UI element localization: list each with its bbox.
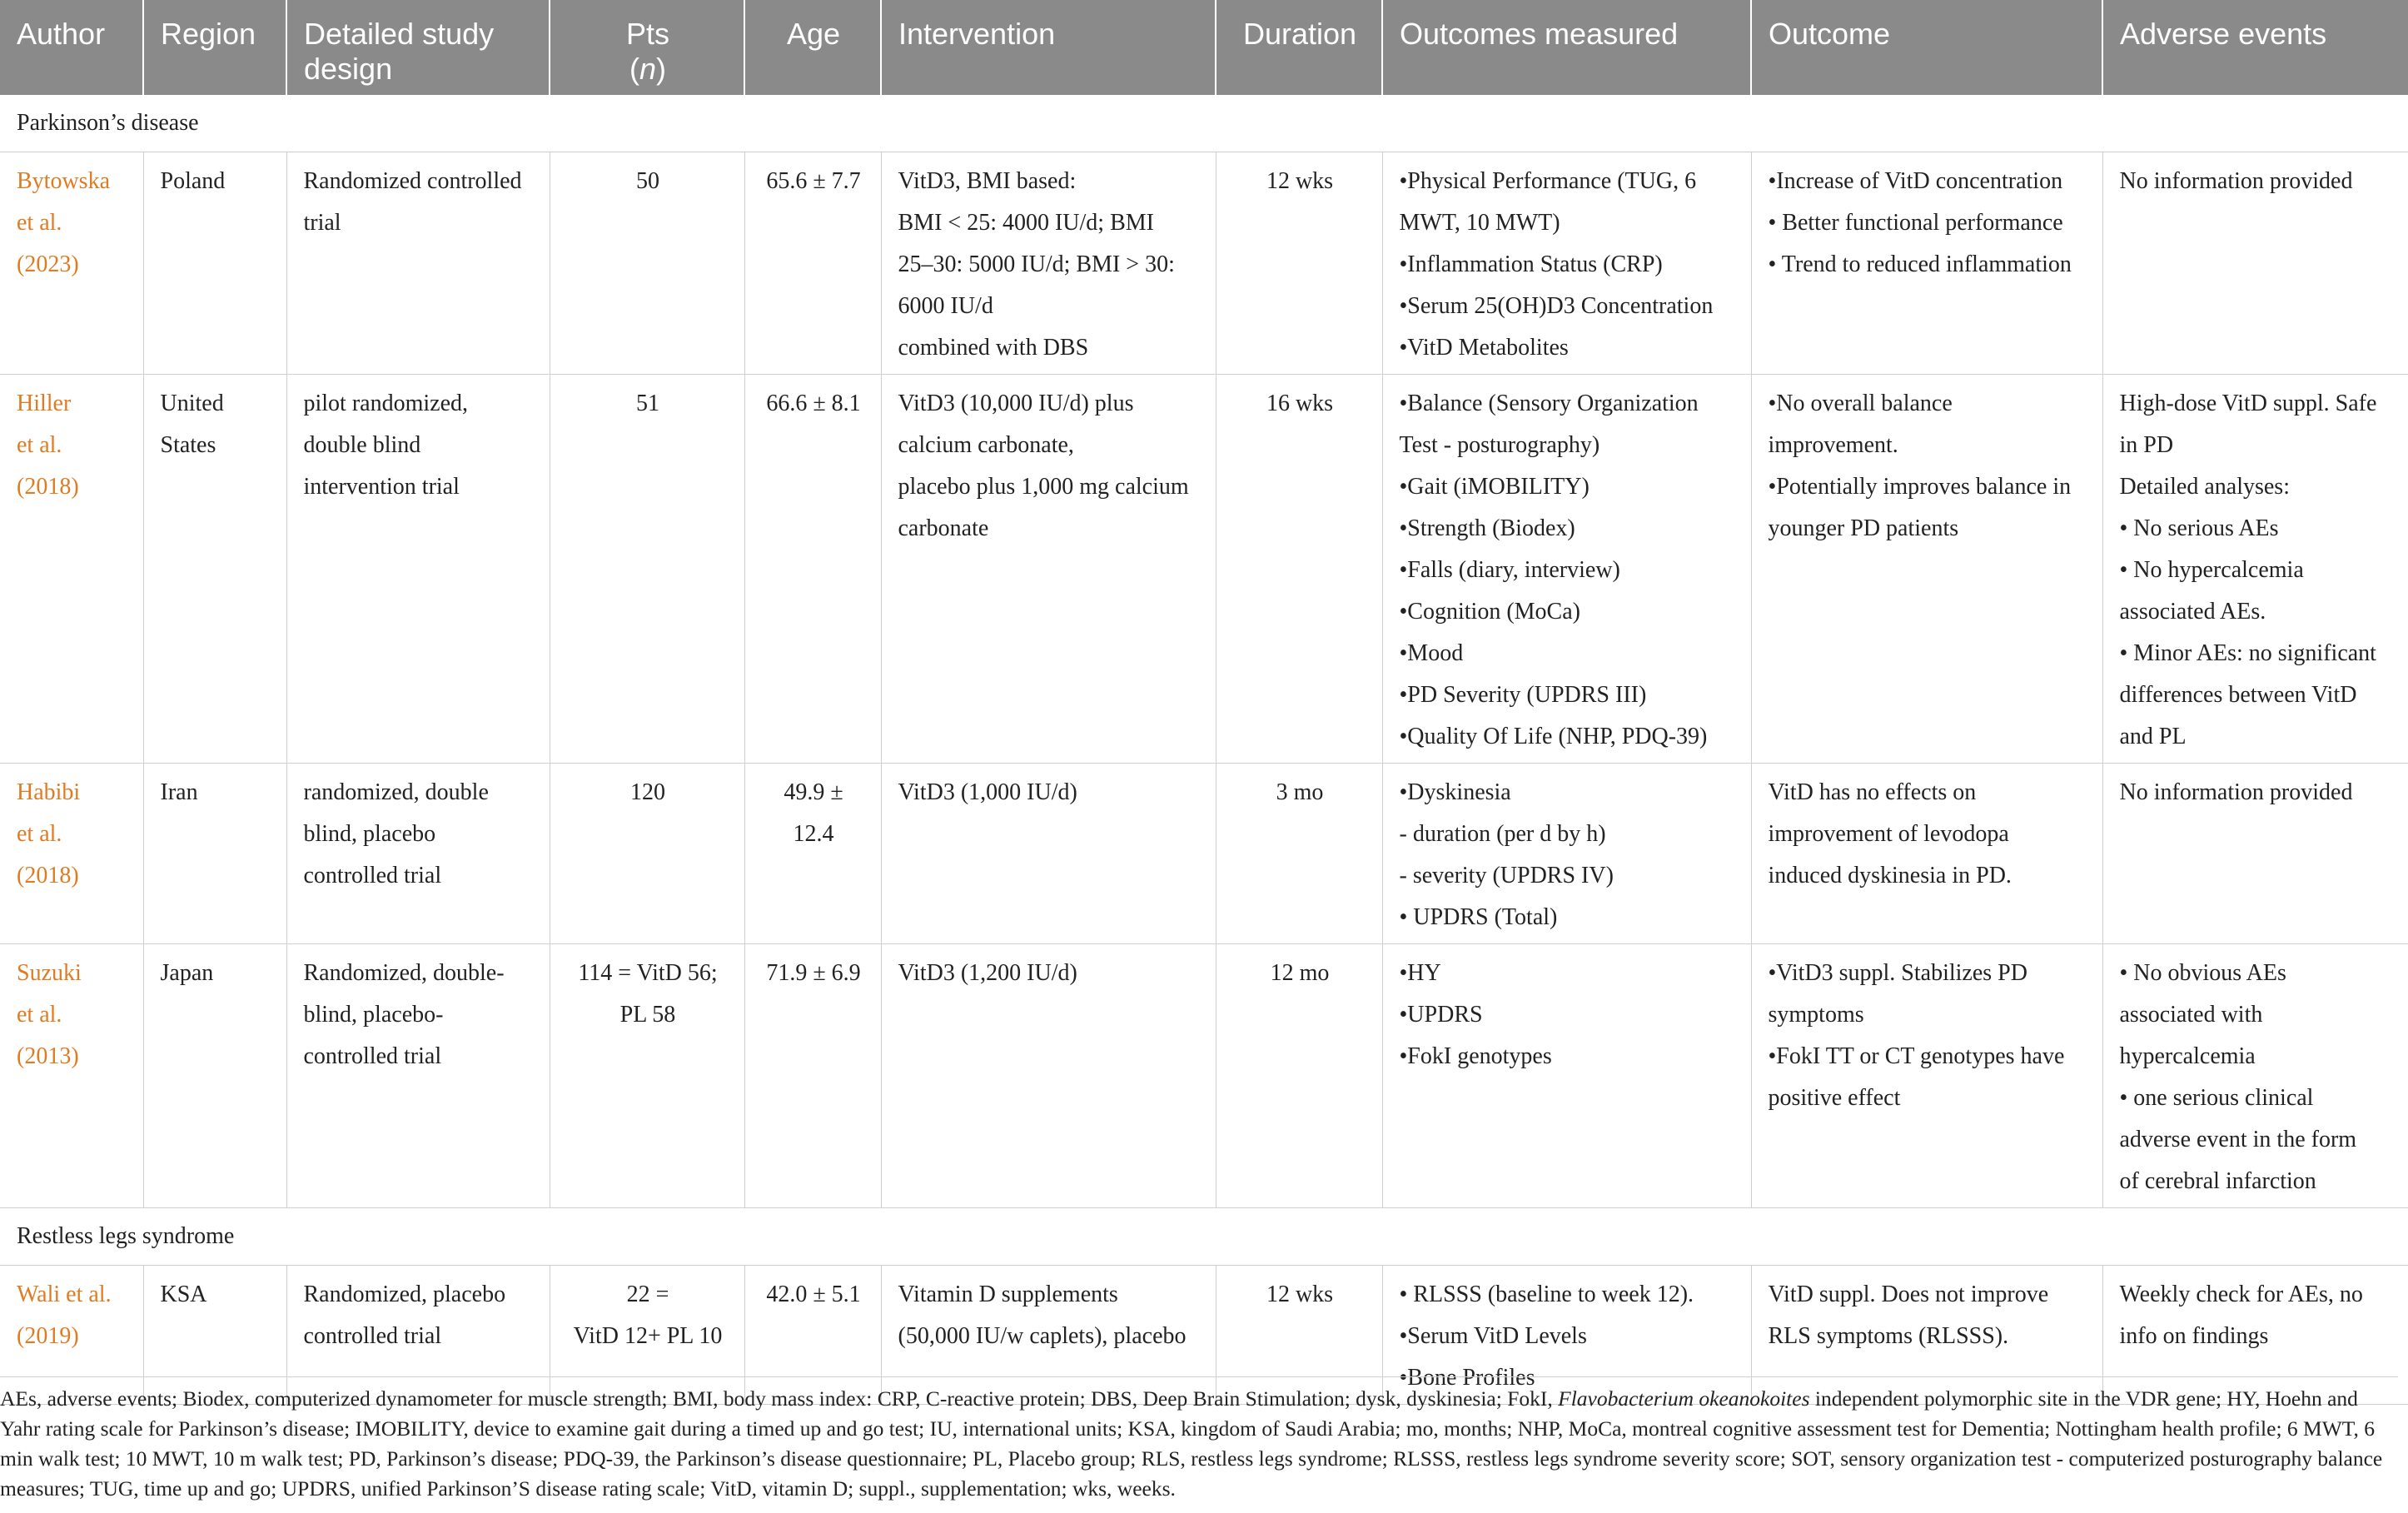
cell-outcomes-measured-line: •Dyskinesia — [1399, 779, 1511, 805]
cell-age: 49.9 ± 12.4 — [744, 764, 881, 944]
cell-outcome-line: •No overall balance — [1768, 391, 1953, 416]
cell-outcome — [1751, 944, 2102, 1208]
cell-outcome-line: RLS symptoms (RLSSS). — [1768, 1323, 2009, 1349]
table-body — [0, 95, 2408, 1405]
cell-adverse-events-line: differences between VitD — [2119, 682, 2357, 708]
cell-intervention — [881, 764, 1216, 944]
header-pts — [550, 0, 744, 95]
cell-adverse-events-line: info on findings — [2119, 1323, 2269, 1349]
header-design — [286, 0, 550, 95]
cell-duration: 12 wks — [1216, 152, 1382, 375]
cell-design-line: Randomized controlled — [303, 168, 522, 194]
cell-duration: 16 wks — [1216, 375, 1382, 764]
cell-outcomes-measured-line: •UPDRS — [1399, 1002, 1483, 1028]
cell-outcome-line: improvement of levodopa — [1768, 821, 2009, 847]
cell-outcome-line: improvement. — [1768, 432, 1898, 458]
cell-design-line: controlled trial — [303, 863, 442, 888]
cell-outcomes-measured-line: •Gait (iMOBILITY) — [1399, 474, 1590, 500]
header-adverse-events: Adverse events — [2102, 0, 2408, 95]
cell-design-line: blind, placebo- — [303, 1002, 444, 1028]
cell-design-line: trial — [303, 210, 341, 236]
cell-adverse-events-line: • No obvious AEs — [2119, 960, 2286, 986]
cell-outcome-line: •Increase of VitD concentration — [1768, 168, 2063, 194]
cell-adverse-events-line: adverse event in the form — [2119, 1127, 2357, 1152]
header-pts-unit: (n) — [629, 52, 667, 86]
cell-intervention-line: placebo plus 1,000 mg calcium — [898, 474, 1189, 500]
footnote-text-1: AEs, adverse events; Biodex, computerized dynamometer for muscle strength; BMI, body mass index: CRP, C-reactive protein; DBS, Deep Brain Stimulation; dysk, dyskinesia; FokI, — [0, 1386, 1559, 1411]
cell-outcome — [1751, 152, 2102, 375]
author-citation-link[interactable]: Bytowska — [17, 168, 110, 194]
cell-intervention-line: VitD3 (1,000 IU/d) — [898, 779, 1077, 805]
cell-outcomes-measured — [1382, 375, 1751, 764]
section-row-parkinsons — [0, 95, 2408, 152]
cell-outcomes-measured-line: •Serum VitD Levels — [1399, 1323, 1587, 1349]
cell-outcomes-measured-line: •VitD Metabolites — [1399, 335, 1569, 361]
cell-age: 71.9 ± 6.9 — [744, 944, 881, 1208]
cell-region-line: Iran — [160, 779, 198, 805]
cell-design-line: randomized, double — [303, 779, 489, 805]
cell-intervention-line: calcium carbonate, — [898, 432, 1074, 458]
cell-author[interactable] — [0, 764, 143, 944]
cell-outcomes-measured-line: •PD Severity (UPDRS III) — [1399, 682, 1647, 708]
header-pts-n: n — [639, 52, 657, 86]
cell-outcome-line: • Trend to reduced inflammation — [1768, 251, 2072, 277]
cell-outcome-line: VitD suppl. Does not improve — [1768, 1282, 2049, 1307]
author-citation-link[interactable]: Habibi — [17, 779, 81, 805]
cell-adverse-events-line: Weekly check for AEs, no — [2119, 1282, 2363, 1307]
cell-design-line: controlled trial — [303, 1043, 442, 1069]
cell-outcomes-measured-line: •Bone Profiles — [1399, 1365, 1535, 1391]
cell-pts-line: 51 — [636, 391, 659, 416]
cell-duration: 12 wks — [1216, 1266, 1382, 1405]
author-citation-link[interactable]: (2023) — [17, 251, 79, 277]
cell-adverse-events — [2102, 944, 2408, 1208]
footnote-italic: Flavobacterium okeanokoites — [1558, 1386, 1810, 1411]
author-citation-link[interactable]: (2018) — [17, 474, 79, 500]
author-citation-link[interactable]: (2019) — [17, 1323, 79, 1349]
cell-adverse-events — [2102, 764, 2408, 944]
cell-outcome-line: younger PD patients — [1768, 515, 1959, 541]
cell-outcomes-measured-line: •Strength (Biodex) — [1399, 515, 1575, 541]
author-citation-link[interactable]: (2018) — [17, 863, 79, 888]
cell-pts — [550, 764, 744, 944]
author-citation-link[interactable]: Suzuki — [17, 960, 82, 986]
cell-adverse-events — [2102, 375, 2408, 764]
table-row — [0, 764, 2408, 944]
header-pts-line: Pts — [625, 17, 669, 51]
cell-design — [286, 375, 550, 764]
cell-adverse-events-line: Detailed analyses: — [2119, 474, 2290, 500]
cell-adverse-events-line: hypercalcemia — [2119, 1043, 2256, 1069]
cell-duration: 3 mo — [1216, 764, 1382, 944]
cell-intervention-line: BMI < 25: 4000 IU/d; BMI — [898, 210, 1154, 236]
cell-outcomes-measured-line: - severity (UPDRS IV) — [1399, 863, 1614, 888]
header-row — [0, 0, 2408, 95]
section-label: Parkinson’s disease — [0, 95, 2408, 152]
cell-age: 66.6 ± 8.1 — [744, 375, 881, 764]
cell-pts-line: 22 = — [626, 1282, 669, 1307]
header-intervention: Intervention — [881, 0, 1216, 95]
cell-pts-line: PL 58 — [619, 1002, 676, 1028]
table-row — [0, 375, 2408, 764]
cell-intervention-line: carbonate — [898, 515, 989, 541]
cell-design-line: controlled trial — [303, 1323, 442, 1349]
cell-outcome-line: •FokI TT or CT genotypes have — [1768, 1043, 2065, 1069]
cell-age: 42.0 ± 5.1 — [744, 1266, 881, 1405]
cell-adverse-events-line: associated with — [2119, 1002, 2263, 1028]
cell-pts-line: 50 — [636, 168, 659, 194]
cell-adverse-events-line: • No hypercalcemia — [2119, 557, 2304, 583]
cell-adverse-events — [2102, 152, 2408, 375]
cell-duration: 12 mo — [1216, 944, 1382, 1208]
cell-design-line: Randomized, double- — [303, 960, 505, 986]
cell-intervention-line: VitD3 (1,200 IU/d) — [898, 960, 1077, 986]
cell-intervention — [881, 944, 1216, 1208]
cell-design-line: pilot randomized, — [303, 391, 469, 416]
cell-intervention — [881, 152, 1216, 375]
cell-pts — [550, 152, 744, 375]
cell-outcomes-measured-line: •Falls (diary, interview) — [1399, 557, 1620, 583]
header-age: Age — [744, 0, 881, 95]
cell-age: 65.6 ± 7.7 — [744, 152, 881, 375]
cell-outcome-line: VitD has no effects on — [1768, 779, 1977, 805]
cell-design — [286, 152, 550, 375]
cell-author[interactable] — [0, 152, 143, 375]
cell-intervention-line: Vitamin D supplements — [898, 1282, 1118, 1307]
cell-adverse-events-line: in PD — [2119, 432, 2174, 458]
cell-outcomes-measured-line: •Mood — [1399, 640, 1464, 666]
cell-adverse-events-line: associated AEs. — [2119, 599, 2266, 625]
cell-intervention — [881, 375, 1216, 764]
cell-adverse-events-line: • Minor AEs: no significant — [2119, 640, 2376, 666]
cell-outcomes-measured-line: •HY — [1399, 960, 1441, 986]
cell-intervention-line: VitD3, BMI based: — [898, 168, 1077, 194]
section-label: Restless legs syndrome — [0, 1208, 2408, 1266]
cell-region — [143, 944, 286, 1208]
cell-pts — [550, 944, 744, 1208]
table-footnote — [0, 1376, 2398, 1504]
cell-intervention-line: VitD3 (10,000 IU/d) plus — [898, 391, 1134, 416]
author-citation-link[interactable]: (2013) — [17, 1043, 79, 1069]
author-citation-link[interactable]: Wali et al. — [17, 1282, 112, 1307]
author-citation-link[interactable]: et al. — [17, 1002, 62, 1028]
author-citation-link[interactable]: Hiller — [17, 391, 72, 416]
cell-outcomes-measured-line: •Quality Of Life (NHP, PDQ-39) — [1399, 724, 1708, 749]
cell-outcomes-measured — [1382, 944, 1751, 1208]
cell-outcomes-measured-line: •Inflammation Status (CRP) — [1399, 251, 1663, 277]
header-design-line: Detailed study — [304, 17, 495, 51]
cell-intervention-line: (50,000 IU/w caplets), placebo — [898, 1323, 1187, 1349]
cell-design-line: Randomized, placebo — [303, 1282, 506, 1307]
cell-outcomes-measured-line: •FokI genotypes — [1399, 1043, 1552, 1069]
header-design-line: design — [304, 52, 393, 86]
cell-region-line: Japan — [160, 960, 214, 986]
cell-outcomes-measured-line: Test - posturography) — [1399, 432, 1600, 458]
cell-outcomes-measured-line: • UPDRS (Total) — [1399, 904, 1558, 930]
author-citation-link[interactable]: et al. — [17, 432, 62, 458]
cell-adverse-events-line: High-dose VitD suppl. Safe — [2119, 391, 2377, 416]
cell-outcomes-measured-line: •Serum 25(OH)D3 Concentration — [1399, 293, 1714, 319]
cell-outcome — [1751, 375, 2102, 764]
cell-outcomes-measured — [1382, 764, 1751, 944]
footnote-text-2: independent polymorphic site in the VDR gene; HY, Hoehn and Yahr rating scale for Parkinson’s disease; IMOBILITY, device to examine gait during a timed up and go test; IU, international units; KSA, kingdom of Saudi Arabia; mo, months; NHP, MoCa, montreal cognitive assessment test for Dementia; Nottingham health profile; 6 MWT, 6 min walk test; 10 MWT, 10 m walk test; PD, Parkinson’s disease; PDQ-39, the Parkinson’s disease questionnaire; PL, Placebo group; RLS, restless legs syndrome; RLSSS, restless legs syndrome severity score; SOT, sensory organization test - computerized posturography balance measures; TUG, time up and go; UPDRS, unified Parkinson’S disease rating scale; VitD, vitamin D; suppl., supplementation; wks, weeks. — [0, 1386, 2383, 1501]
cell-region-line: United — [160, 391, 224, 416]
cell-adverse-events-line: and PL — [2119, 724, 2187, 749]
cell-outcome-line: • Better functional performance — [1768, 210, 2063, 236]
cell-region-line: States — [160, 432, 216, 458]
cell-adverse-events-line: No information provided — [2119, 779, 2353, 805]
cell-author[interactable] — [0, 375, 143, 764]
cell-outcome-line: induced dyskinesia in PD. — [1768, 863, 2012, 888]
cell-outcomes-measured-line: • RLSSS (baseline to week 12). — [1399, 1282, 1694, 1307]
cell-outcome — [1751, 764, 2102, 944]
cell-adverse-events-line: • one serious clinical — [2119, 1085, 2314, 1111]
cell-outcomes-measured — [1382, 152, 1751, 375]
cell-outcomes-measured-line: MWT, 10 MWT) — [1399, 210, 1560, 236]
author-citation-link[interactable]: et al. — [17, 821, 62, 847]
cell-pts-line: VitD 12+ PL 10 — [573, 1323, 723, 1349]
header-outcome: Outcome — [1751, 0, 2102, 95]
cell-region — [143, 764, 286, 944]
cell-design — [286, 944, 550, 1208]
cell-adverse-events-line: • No serious AEs — [2119, 515, 2279, 541]
cell-pts-line: 114 = VitD 56; — [578, 960, 718, 986]
cell-intervention-line: 25–30: 5000 IU/d; BMI > 30: — [898, 251, 1175, 277]
cell-outcomes-measured-line: •Cognition (MoCa) — [1399, 599, 1580, 625]
cell-pts — [550, 375, 744, 764]
section-row-restless-legs — [0, 1208, 2408, 1266]
cell-outcome-line: •VitD3 suppl. Stabilizes PD — [1768, 960, 2027, 986]
cell-intervention-line: 6000 IU/d — [898, 293, 993, 319]
cell-adverse-events-line: No information provided — [2119, 168, 2353, 194]
cell-intervention-line: combined with DBS — [898, 335, 1089, 361]
header-author: Author — [0, 0, 143, 95]
cell-adverse-events-line: of cerebral infarction — [2119, 1168, 2316, 1194]
table-row — [0, 944, 2408, 1208]
cell-region — [143, 375, 286, 764]
cell-outcome-line: symptoms — [1768, 1002, 1864, 1028]
cell-design-line: double blind — [303, 432, 421, 458]
cell-region — [143, 152, 286, 375]
table-row — [0, 152, 2408, 375]
cell-outcomes-measured-line: - duration (per d by h) — [1399, 821, 1606, 847]
cell-author[interactable] — [0, 944, 143, 1208]
cell-design-line: blind, placebo — [303, 821, 436, 847]
cell-region-line: Poland — [160, 168, 226, 194]
cell-pts-line: 120 — [630, 779, 665, 805]
author-citation-link[interactable]: et al. — [17, 210, 62, 236]
cell-outcomes-measured-line: •Balance (Sensory Organization — [1399, 391, 1699, 416]
cell-design-line: intervention trial — [303, 474, 460, 500]
cell-region-line: KSA — [160, 1282, 207, 1307]
cell-outcomes-measured-line: •Physical Performance (TUG, 6 — [1399, 168, 1697, 194]
cell-outcome-line: positive effect — [1768, 1085, 1901, 1111]
cell-outcome-line: •Potentially improves balance in — [1768, 474, 2072, 500]
cell-design — [286, 764, 550, 944]
header-duration: Duration — [1216, 0, 1382, 95]
header-outcomes-measured: Outcomes measured — [1382, 0, 1751, 95]
header-region: Region — [143, 0, 286, 95]
